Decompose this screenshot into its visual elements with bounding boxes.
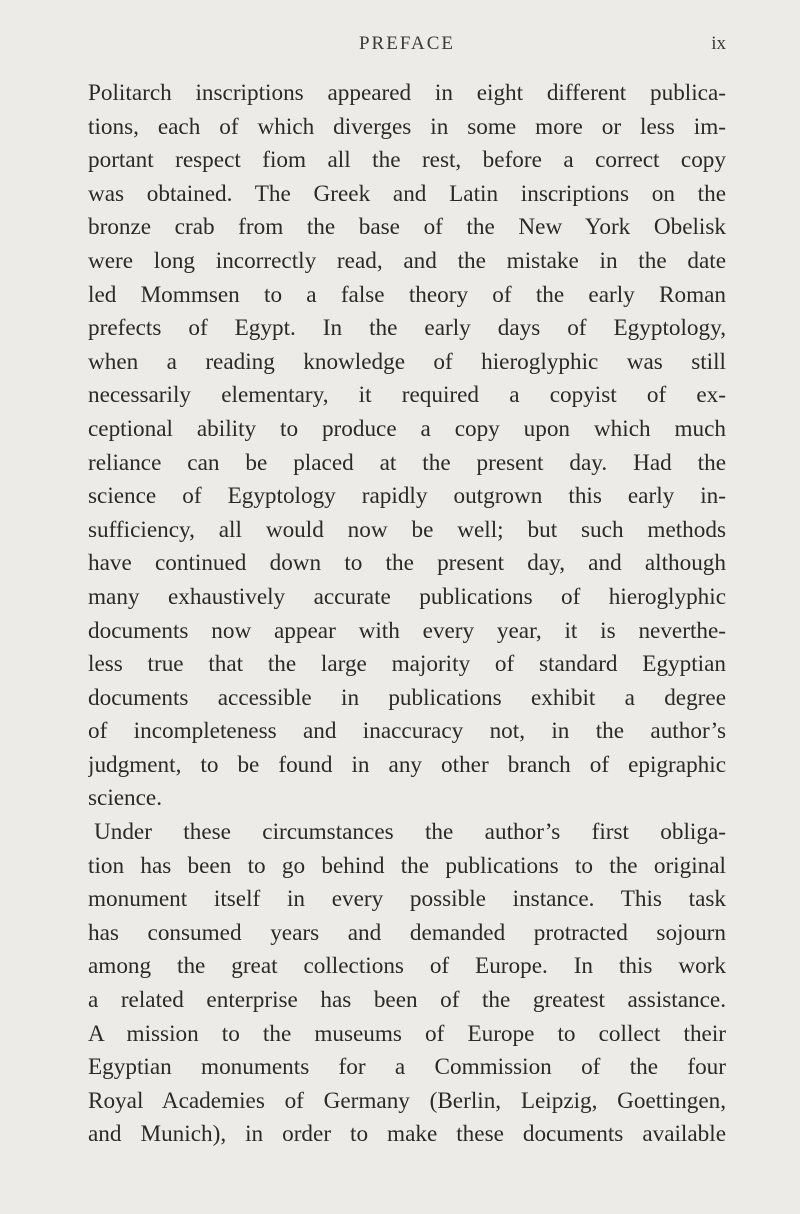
text-line: led Mommsen to a false theory of the early Roman [88, 281, 726, 308]
text-line: tion has been to go behind the publications to the original [88, 852, 726, 879]
paragraph-1 [88, 77, 726, 816]
text-line: A mission to the museums of Europe to collect their [88, 1020, 726, 1047]
text-line: prefects of Egypt. In the early days of Egyptology, [88, 315, 726, 342]
text-line: has consumed years and demanded protracted sojourn [88, 919, 726, 946]
text-line: documents now appear with every year, it is neverthe- [88, 617, 726, 644]
text-line: science. [88, 785, 163, 812]
text-line: portant respect fiom all the rest, before a correct copy [88, 147, 726, 174]
running-head [88, 33, 726, 61]
text-line: when a reading knowledge of hieroglyphic was still [88, 348, 726, 375]
text-line: monument itself in every possible instance. This task [88, 886, 726, 913]
text-line: have continued down to the present day, and although [88, 550, 726, 577]
text-line: judgment, to be found in any other branch of epigraphic [88, 751, 726, 778]
page-number: ix [711, 33, 726, 54]
text-line: Politarch inscriptions appeared in eight different publica- [88, 80, 726, 106]
text-line: Under these circumstances the author’s first obliga- [94, 819, 726, 846]
text-line: necessarily elementary, it required a copyist of ex- [88, 382, 726, 409]
text-line: a related enterprise has been of the greatest assistance. [88, 987, 726, 1014]
text-line: bronze crab from the base of the New York Obelisk [88, 214, 726, 241]
paragraph-2 [88, 816, 726, 1152]
text-line: was obtained. The Greek and Latin inscriptions on the [88, 180, 726, 207]
text-line: sufficiency, all would now be well; but such methods [88, 516, 726, 543]
text-line: were long incorrectly read, and the mistake in the date [88, 247, 726, 274]
text-line: reliance can be placed at the present day. Had the [88, 449, 726, 476]
text-line: documents accessible in publications exhibit a degree [88, 684, 726, 711]
text-line: tions, each of which diverges in some more or less im- [88, 113, 726, 140]
text-line: among the great collections of Europe. In this work [88, 953, 726, 980]
text-line: many exhaustively accurate publications of hieroglyphic [88, 583, 726, 610]
body-text [88, 77, 726, 1152]
text-line: and Munich), in order to make these documents available [88, 1121, 726, 1148]
running-title: PREFACE [358, 33, 455, 54]
text-line: Royal Academies of Germany (Berlin, Leipzig, Goettingen, [88, 1087, 726, 1114]
text-line: Egyptian monuments for a Commission of the four [88, 1054, 726, 1081]
text-line: less true that the large majority of standard Egyptian [88, 651, 726, 678]
text-line: ceptional ability to produce a copy upon which much [88, 415, 726, 442]
text-line: science of Egyptology rapidly outgrown this early in- [88, 483, 726, 510]
text-line: of incompleteness and inaccuracy not, in the author’s [88, 718, 726, 745]
